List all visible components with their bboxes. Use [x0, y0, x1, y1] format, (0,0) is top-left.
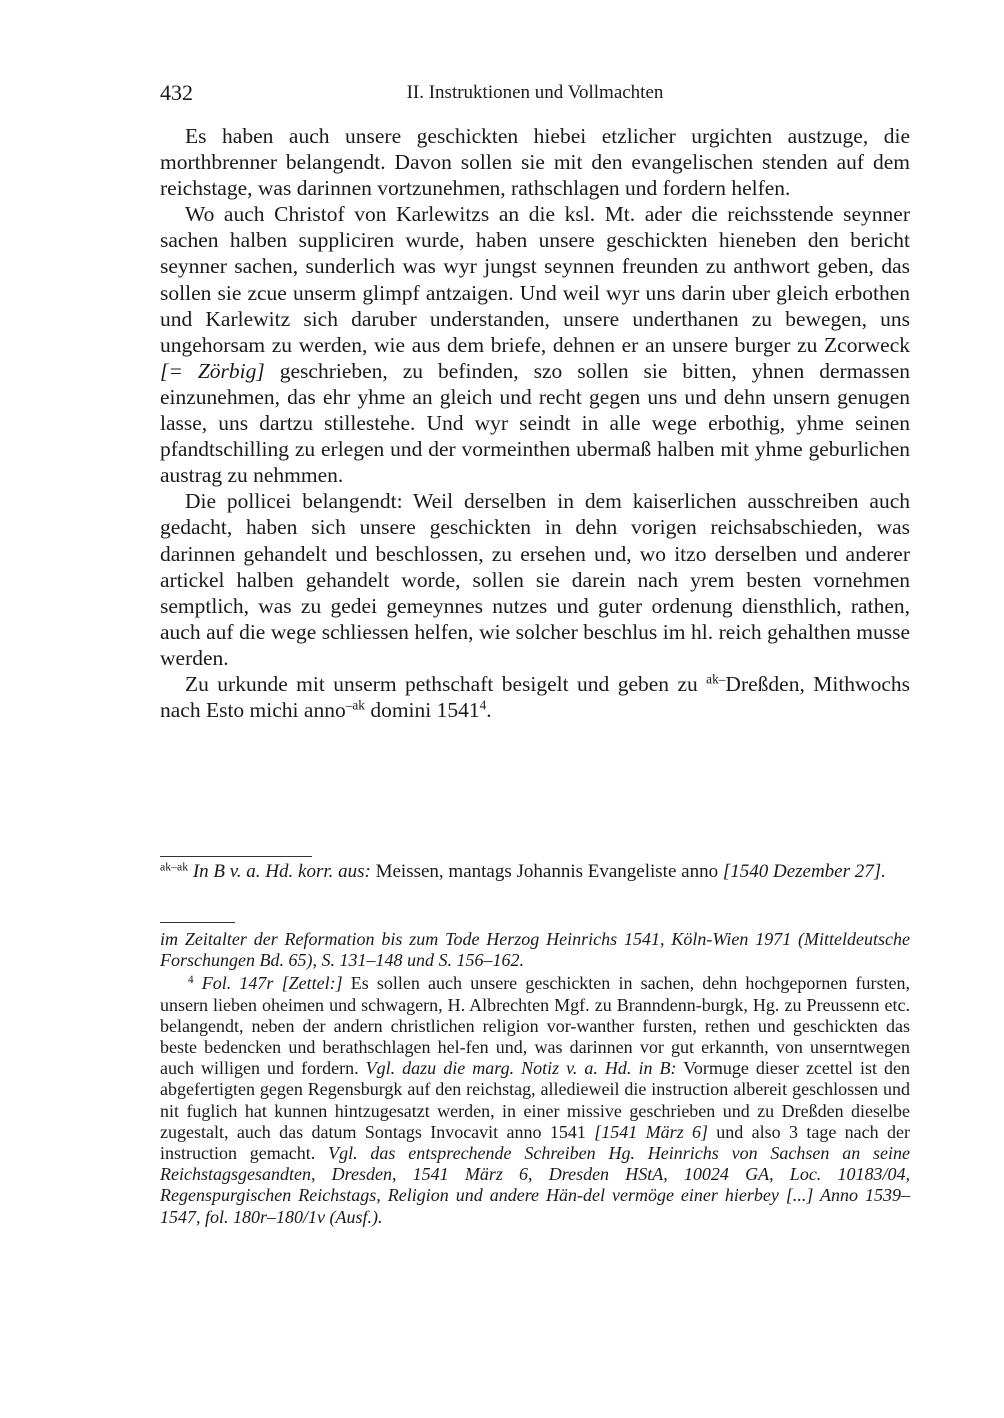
paragraph-karlewitz: Wo auch Christof von Karlewitzs an die ksl. Mt. ader die reichsstende seynner sachen halben suppliciren wurde, haben unsere geschickten hieneben den bericht seynner sachen, sunderlich was wyr jungst seynnen freunden zu anthwort geben, das sollen sie zcue unserm glimpf antzaigen. Und weil wyr uns darin uber gleich erbothen und Karlewitz sich daruber understanden, unsere underthanen zu bewegen, uns ungehorsam zu werden, wie aus dem briefe, dehnen er an unsere burger zu Zcorweck [= Zörbig] geschrieben, zu befinden, szo sollen sie bitten, yhnen dermassen einzunehmen, das ehr yhme an gleich und recht gegen uns und dehn unsern genugen lasse, uns dartzu stillestehe. Und wyr seindt in alle wege erbothig, yhme seinen pfandtschilling zu erlegen und der vormeinthen ubermaß halben mit yhme geburlichen austrag zu nehmmen.: [160, 202, 910, 488]
paragraph-closing: Zu urkunde mit unserm pethschaft besigelt und geben zu $^{ak-}$Dreßden, Mithwochs nach Esto michi anno$^{-ak}$ domini 1541$^4$.: [160, 671, 910, 723]
variant-mark-close: –ak: [345, 697, 365, 713]
editorial-insert: [= Zörbig]: [160, 358, 265, 383]
footnote-divider: [160, 922, 235, 923]
footnote-ref-4[interactable]: 4: [479, 697, 487, 713]
footnote-4: $^4$ Fol. 147r [Zettel:] Es sollen auch unsere geschickten in sachen, dehn hochgepornen fursten, unsern lieben oheimen und schwagern, H. Albrechten Mgf. zu Branndenn-burgk, Hg. zu Preussenn etc. belangendt, neben der andern christlichen religion vor-wanther fursten, rethen und geschickten das beste bedencken und berathschlagen hel-fen und, was darinnen vor gut erkannth, von unserntwegen auch willigen und fordern. Vgl. dazu die marg. Notiz v. a. Hd. in B: Vormuge dieser zcettel ist den abgefertigten gegen Regensburgk auf den reichstag, alledieweil die instruction albereit geschlossen und nit fuglich hat kunnen hintzugesatzt werden, in einer missive geschrieben und zu Dreßden dieselbe zugestalt, auch das datum Sontags Invocavit anno 1541 [1541 März 6] und also 3 tage nach der instruction gemacht. Vgl. das entsprechende Schreiben Hg. Heinrichs von Sachsen an seine Reichstagsgesandten, Dresden, 1541 März 6, Dresden HStA, 10024 GA, Loc. 10183/04, Regenspurgischen Reichstags, Religion und andere Hän-del vermöge einer hierbey [...] Anno 1539–1547, fol. 180r–180/1v (Ausf.).: [160, 973, 911, 1227]
paragraph-pollicei: Die pollicei belangendt: Weil derselben in dem kaiserlichen ausschreiben auch gedacht, haben sich unsere geschickten in dehn vorigen reichsabschieden, was darinnen gehandelt und beschlossen, zu ersehen und, wo itzo derselben und anderer artickel halben gehandelt worde, sollen sie darein nach yrem besten vornehmen semptlich, was zu gedei gemeynnes nutzes und guter ordenung diensthlich, rathen, auch auf die wege schliessen helfen, wie solcher beschlus im hl. reich gehalthen musse werden.: [160, 489, 910, 670]
page-header: [160, 80, 910, 106]
footnote-ak: $^{ak-ak}$ In B v. a. Hd. korr. aus: Meissen, mantags Johannis Evangeliste anno [1540 Dezember 27].: [160, 860, 886, 882]
apparatus-divider: [160, 856, 312, 857]
footnote-continuation: im Zeitalter der Reformation bis zum Tode Herzog Heinrichs 1541, Köln-Wien 1971 (Mitteldeutsche Forschungen Bd. 65), S. 131–148 und S. 156–162.: [160, 929, 910, 971]
running-head: II. Instruktionen und Vollmachten: [406, 82, 664, 103]
footnote-4-mark: 4: [188, 974, 194, 987]
footnotes-section: [160, 929, 910, 1228]
footnote-ak-mark: ak–ak: [160, 860, 189, 874]
main-text: [160, 123, 910, 723]
variant-mark-open: ak–: [706, 671, 726, 687]
page-number: 432: [160, 80, 193, 105]
paragraph-morthbrenner: Es haben auch unsere geschickten hiebei etzlicher urgichten austzuge, die morthbrenner belangendt. Davon sollen sie mit den evangelischen stenden auf dem reichstage, was darinnen vortzunehmen, rathschlagen und fordern helfen.: [160, 124, 910, 201]
